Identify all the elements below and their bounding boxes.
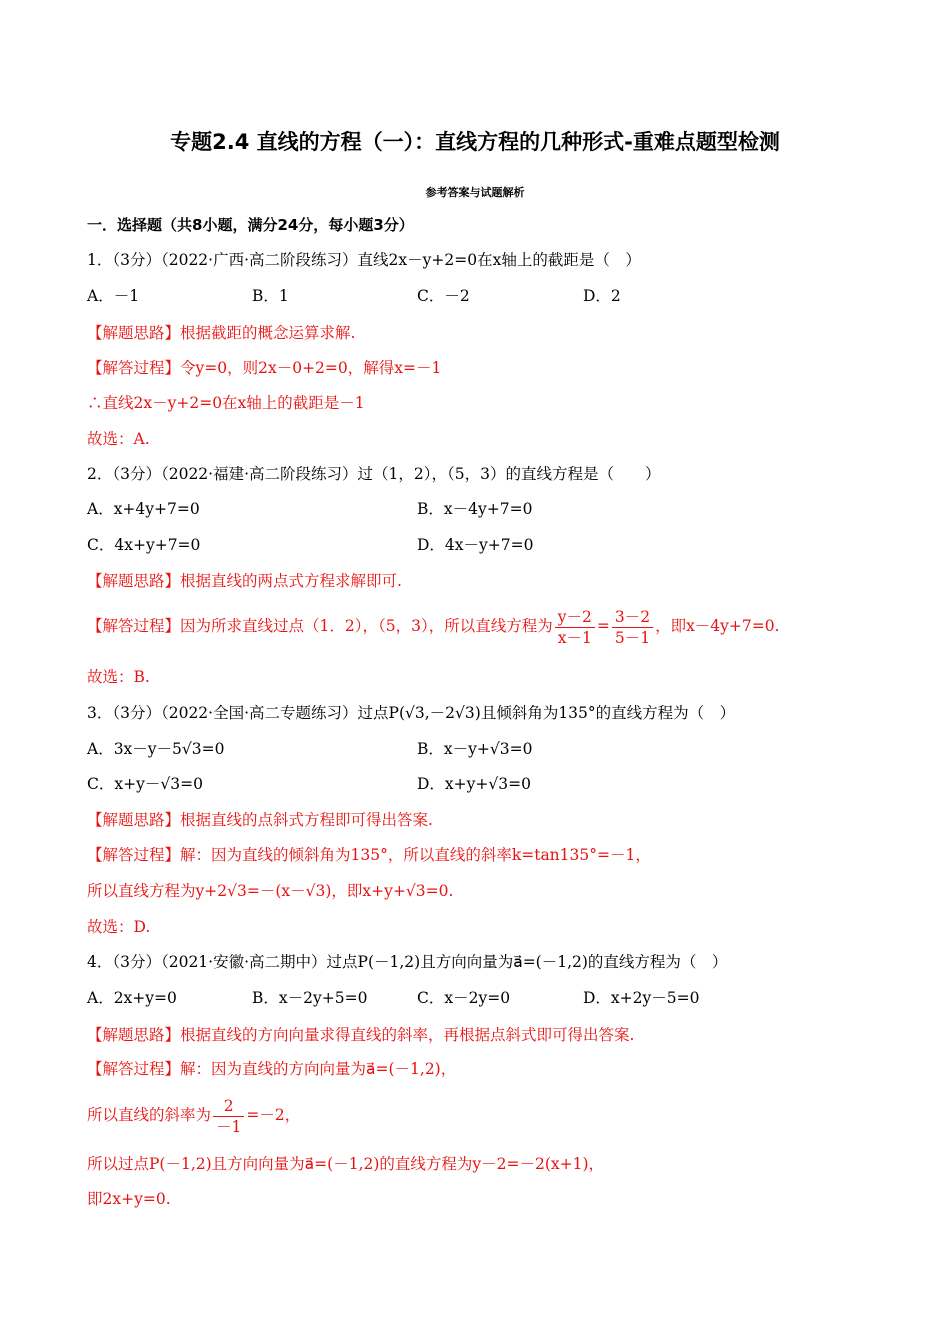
q4-slope-line [87,1093,300,1137]
q3-option-c: C．x+y－√3=0 [87,775,203,793]
q1-option-b: B．1 [252,287,289,305]
q2-answer: 故选：B. [87,668,150,686]
q3-option-a: A．3x－y－5√3=0 [87,740,225,758]
q4-slope-num: 2 [213,1096,244,1117]
q2-stem: 2．（3分）（2022·福建·高二阶段练习）过（1，2），（5，3）的直线方程是（ ） [87,465,661,483]
q2-equals: = [596,617,610,635]
section-heading: 一．选择题（共8小题，满分24分，每小题3分） [87,216,414,234]
q2-frac2-num: 3－2 [612,607,653,628]
q4-slope-fraction [213,1096,244,1137]
q2-process-result: ，即x－4y+7=0. [655,617,780,635]
q2-option-b: B．x－4y+7=0 [417,500,533,518]
q2-frac1-num: y－2 [555,607,595,628]
q3-answer: 故选：D. [87,918,151,936]
q2-option-d: D．4x－y+7=0 [417,536,534,554]
q2-frac2-den: 5－1 [614,628,651,647]
q1-answer: 故选：A. [87,430,150,448]
q4-process: 【解答过程】解：因为直线的方向向量为a⃗=(－1,2)， [87,1060,457,1078]
q2-idea: 【解题思路】根据直线的两点式方程求解即可. [87,572,402,590]
q1-therefore: ∴直线2x－y+2=0在x轴上的截距是－1 [87,394,365,412]
q4-slope-result: =－2， [246,1106,301,1124]
q4-option-d: D．x+2y－5=0 [583,989,700,1007]
q1-process: 【解答过程】令y=0，则2x－0+2=0，解得x=－1 [87,359,442,377]
q3-option-b: B．x－y+√3=0 [417,740,533,758]
q1-option-d: D．2 [583,287,621,305]
q2-process [87,604,780,648]
q4-process-line4: 即2x+y=0. [87,1190,171,1208]
q1-option-c: C．－2 [417,287,470,305]
q2-option-a: A．x+4y+7=0 [87,500,200,518]
q3-process: 【解答过程】解：因为直线的倾斜角为135°，所以直线的斜率k=tan135°=－1， [87,846,651,864]
q2-frac1-den: x－1 [557,628,592,647]
q2-fraction-right [612,607,653,648]
q1-stem: 1．（3分）（2022·广西·高二阶段练习）直线2x－y+2=0在x轴上的截距是（ ） [87,251,641,269]
q3-option-d: D．x+y+√3=0 [417,775,531,793]
q2-option-c: C．4x+y+7=0 [87,536,201,554]
q4-idea: 【解题思路】根据直线的方向向量求得直线的斜率，再根据点斜式即可得出答案. [87,1026,635,1044]
q4-option-b: B．x－2y+5=0 [252,989,368,1007]
q1-option-a: A．－1 [87,287,140,305]
q3-stem: 3．（3分）（2022·全国·高二专题练习）过点P(√3,－2√3)且倾斜角为135°的直线方程为（ ） [87,704,736,722]
page-subtitle: 参考答案与试题解析 [425,186,525,199]
q4-slope-text: 所以直线的斜率为 [87,1106,212,1124]
q2-process-text: 【解答过程】因为所求直线过点（1．2），（5，3），所以直线方程为 [87,617,553,635]
q2-fraction-left [555,607,595,648]
q4-option-c: C．x－2y=0 [417,989,511,1007]
q4-process-line3: 所以过点P(－1,2)且方向向量为a⃗=(－1,2)的直线方程为y－2=－2(x+1)， [87,1155,605,1173]
q4-slope-den: －1 [216,1117,242,1136]
q4-option-a: A．2x+y=0 [87,989,177,1007]
page-title: 专题2.4 直线的方程（一）：直线方程的几种形式-重难点题型检测 [170,130,780,154]
q1-idea: 【解题思路】根据截距的概念运算求解. [87,324,356,342]
q3-process-line2: 所以直线方程为y+2√3=－(x－√3)，即x+y+√3=0. [87,882,454,900]
q4-stem: 4．（3分）（2021·安徽·高二期中）过点P(－1,2)且方向向量为a⃗=(－1,2)的直线方程为（ ） [87,953,728,971]
q3-idea: 【解题思路】根据直线的点斜式方程即可得出答案. [87,811,433,829]
